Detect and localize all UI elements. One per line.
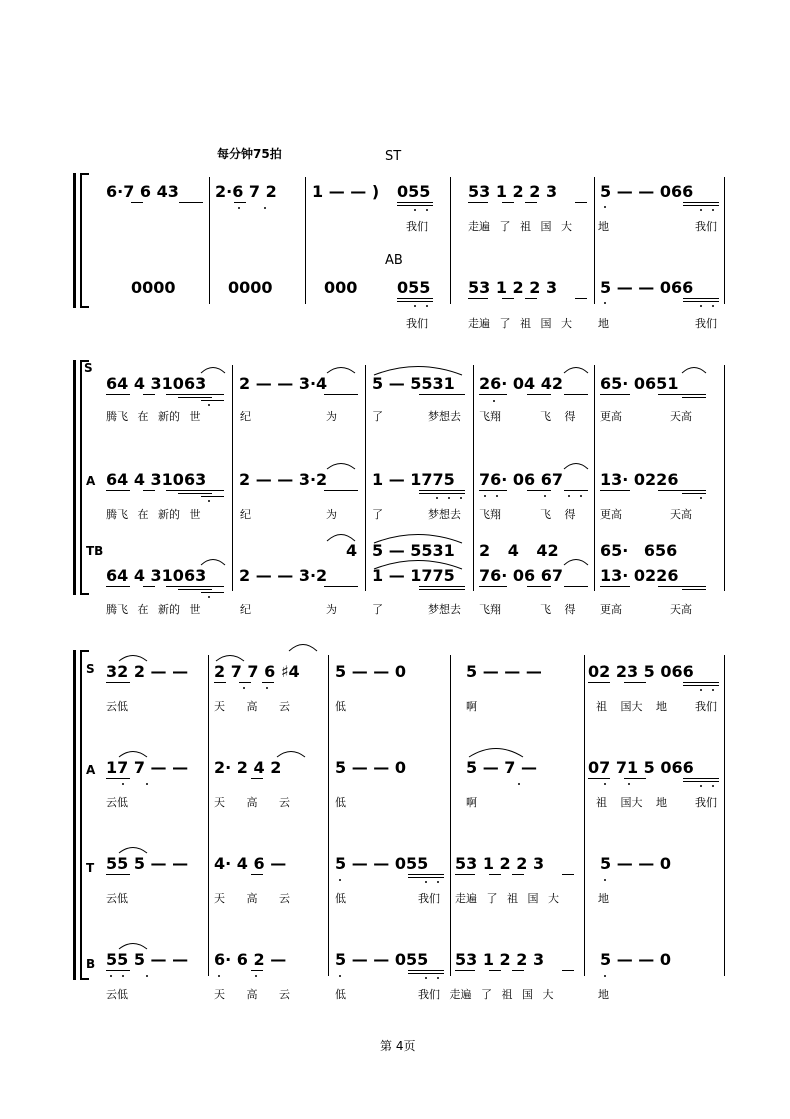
lyric: 为 [326, 410, 337, 423]
lyric: 走遍 了 祖 国 大 [455, 892, 559, 905]
measure: 5 — 7 — [466, 758, 537, 777]
lyric: 更高 [600, 410, 622, 423]
lyric: 啊 [466, 700, 477, 713]
barline [365, 365, 366, 591]
low-octave-dot [700, 209, 702, 211]
measure: 13· 0226 [600, 566, 679, 585]
lyric: 天 高 云 [214, 796, 290, 809]
underline [143, 586, 155, 587]
lyric: 地 [598, 988, 609, 1001]
low-octave-dot [604, 879, 606, 881]
low-octave-dot [604, 975, 606, 977]
measure: 4· 4 6 — [214, 854, 287, 873]
lyric: 祖 国大 地 [596, 700, 667, 713]
measure: 5 — — 066 [600, 278, 694, 297]
part-label: TB [86, 544, 104, 558]
underline [166, 394, 224, 395]
barline [232, 365, 233, 591]
lyric: 纪 [240, 603, 251, 616]
measure: 5 — — 0 [335, 662, 406, 681]
measure: 76· 06 67 [479, 470, 564, 489]
underline [166, 490, 224, 491]
lyric: 更高 [600, 508, 622, 521]
underline [479, 490, 507, 491]
part-label: S [86, 662, 95, 676]
slur [276, 748, 306, 758]
lyric: 云低 [106, 988, 128, 1001]
underline [201, 496, 224, 497]
slur [373, 556, 463, 570]
underline [658, 490, 706, 491]
underline [143, 490, 155, 491]
low-octave-dot [255, 975, 257, 977]
low-octave-dot [425, 881, 427, 883]
part-label: T [86, 861, 95, 875]
low-octave-dot [700, 689, 702, 691]
slur [200, 556, 226, 566]
measure: 17 7 — — [106, 758, 189, 777]
underline [624, 682, 646, 683]
underline [683, 781, 719, 782]
underline [455, 970, 475, 971]
slur [681, 364, 707, 374]
system-bracket-bar [73, 360, 76, 595]
underline [512, 970, 524, 971]
slur [118, 844, 148, 854]
lyric: 飞 得 [540, 603, 576, 616]
low-octave-dot [568, 495, 570, 497]
low-octave-dot [484, 495, 486, 497]
underline [324, 490, 358, 491]
measure: 5 — — 066 [600, 182, 694, 201]
underline [683, 301, 719, 302]
measure: 64 4 31063 [106, 566, 207, 585]
lyric: 天 高 云 [214, 892, 290, 905]
lyric: 了 [372, 603, 383, 616]
low-octave-dot [604, 302, 606, 304]
underline [525, 202, 537, 203]
low-octave-dot [339, 975, 341, 977]
underline [419, 589, 465, 590]
slur [563, 460, 589, 470]
slur [215, 652, 245, 662]
low-octave-dot [426, 305, 428, 307]
lyric: 我们 [418, 892, 440, 905]
lyric: 飞 得 [540, 508, 576, 521]
underline [525, 298, 537, 299]
lyric: 地 [598, 317, 609, 330]
measure: 6·7 6 43 [106, 182, 179, 201]
low-octave-dot [122, 783, 124, 785]
upper-voice-measure: 2 4 42 [479, 541, 559, 560]
measure: 6· 6 2 — [214, 950, 287, 969]
underline [600, 586, 630, 587]
slur [288, 640, 318, 652]
underline [106, 778, 130, 779]
low-octave-dot [448, 497, 450, 499]
underline [489, 970, 501, 971]
underline [201, 592, 224, 593]
underline [408, 877, 444, 878]
measure: 2 — — 3·2 [239, 566, 328, 585]
lyric: 祖 国大 地 [596, 796, 667, 809]
lyric: 低 [335, 892, 346, 905]
measure: 64 4 31063 [106, 470, 207, 489]
lyric: 腾飞 在 新的 世 [106, 410, 201, 423]
slur [468, 744, 524, 758]
underline [455, 874, 475, 875]
lyric: 了 [372, 410, 383, 423]
slur [563, 364, 589, 374]
measure: 0000 [228, 278, 273, 297]
low-octave-dot [414, 209, 416, 211]
barline [724, 655, 725, 976]
low-octave-dot [518, 783, 520, 785]
slur [373, 530, 463, 544]
measure: 5 — — 0 [600, 854, 671, 873]
lyric: 天 高 云 [214, 988, 290, 1001]
low-octave-dot [146, 783, 148, 785]
lyric: 腾飞 在 新的 世 [106, 603, 201, 616]
measure: 65· 0651 [600, 374, 679, 393]
low-octave-dot [437, 977, 439, 979]
barline [724, 177, 725, 304]
page-number: 第 4页 [380, 1039, 416, 1053]
low-octave-dot [604, 783, 606, 785]
underline [178, 589, 212, 590]
lyric: 腾飞 在 新的 世 [106, 508, 201, 521]
low-octave-dot [712, 689, 714, 691]
low-octave-dot [712, 305, 714, 307]
underline [512, 874, 524, 875]
lyric: 走遍 了 祖 国 大 [468, 317, 572, 330]
measure: 5 — — 055 [335, 950, 429, 969]
underline [683, 685, 719, 686]
underline [214, 682, 226, 683]
tempo-marking: 每分钟75拍 [217, 147, 282, 161]
underline [658, 586, 706, 587]
part-label: A [86, 763, 96, 777]
underline [468, 202, 488, 203]
underline [251, 874, 263, 875]
low-octave-dot [414, 305, 416, 307]
lyric: 飞翔 [479, 410, 501, 423]
lyric: 低 [335, 796, 346, 809]
underline [564, 394, 588, 395]
measure: 2·6 7 2 [215, 182, 277, 201]
low-octave-dot [700, 305, 702, 307]
measure: 53 1 2 2 3 [468, 182, 558, 201]
low-octave-dot [110, 975, 112, 977]
low-octave-dot [628, 783, 630, 785]
lyric: 梦想去 [428, 508, 461, 521]
barline [450, 177, 451, 304]
slur [326, 364, 356, 374]
underline [251, 778, 263, 779]
lyric: 梦想去 [428, 410, 461, 423]
underline [408, 973, 444, 974]
system-bracket-bar [73, 650, 76, 980]
lyric: 更高 [600, 603, 622, 616]
measure: 53 1 2 2 3 [455, 854, 545, 873]
underline [588, 778, 610, 779]
barline [305, 177, 306, 304]
upper-voice-measure: 4 [346, 541, 358, 560]
underline [658, 394, 706, 395]
underline [106, 490, 130, 491]
measure: 32 2 — — [106, 662, 189, 681]
upper-voice-measure: 65· 656 [600, 541, 678, 560]
lyric: 云低 [106, 796, 128, 809]
part-label-st: ST [385, 149, 402, 164]
slur [373, 362, 463, 376]
lyric: 地 [598, 220, 609, 233]
underline [324, 394, 358, 395]
low-octave-dot [426, 209, 428, 211]
low-octave-dot [146, 975, 148, 977]
lyric: 我们 [695, 220, 717, 233]
underline [479, 586, 507, 587]
underline [419, 394, 465, 395]
underline [588, 682, 610, 683]
underline [166, 586, 224, 587]
underline [562, 874, 574, 875]
measure: 26· 04 42 [479, 374, 564, 393]
underline [683, 778, 719, 779]
low-octave-dot [700, 785, 702, 787]
lyric: 我们 [406, 317, 428, 330]
lyric: 天高 [670, 410, 692, 423]
measure: 07 71 5 066 [588, 758, 694, 777]
underline [178, 397, 212, 398]
lyric: 飞 得 [540, 410, 576, 423]
underline [527, 394, 551, 395]
low-octave-dot [264, 207, 266, 209]
barline [594, 177, 595, 304]
low-octave-dot [496, 495, 498, 497]
underline [419, 490, 465, 491]
measure: 055 [397, 182, 431, 201]
measure: 2· 2 4 2 [214, 758, 282, 777]
underline [179, 202, 203, 203]
lyric: 我们 [695, 700, 717, 713]
system-bracket-bar [73, 173, 76, 308]
lyric: 云低 [106, 700, 128, 713]
barline [450, 655, 451, 976]
underline [178, 493, 212, 494]
underline [682, 397, 706, 398]
lyric: 走遍 了 祖 国 大 [468, 220, 572, 233]
measure: 055 [397, 278, 431, 297]
lyric: 我们 走遍 了 祖 国 大 [418, 988, 554, 1001]
low-octave-dot [544, 495, 546, 497]
underline [562, 970, 574, 971]
lyric: 云低 [106, 892, 128, 905]
slur [563, 556, 589, 566]
underline [262, 682, 274, 683]
low-octave-dot [218, 975, 220, 977]
slur [200, 364, 226, 374]
underline [397, 301, 433, 302]
measure: 53 1 2 2 3 [468, 278, 558, 297]
lyric: 低 [335, 700, 346, 713]
low-octave-dot [238, 207, 240, 209]
barline [209, 177, 210, 304]
underline [106, 682, 130, 683]
part-label: S [84, 361, 93, 375]
low-octave-dot [339, 879, 341, 881]
underline [479, 394, 507, 395]
part-label: B [86, 957, 96, 971]
underline [106, 586, 130, 587]
slur [118, 940, 148, 950]
low-octave-dot [208, 596, 210, 598]
underline [683, 205, 719, 206]
slur [326, 530, 356, 542]
lyric: 梦想去 [428, 603, 461, 616]
underline [419, 586, 465, 587]
low-octave-dot [700, 497, 702, 499]
lyric: 啊 [466, 796, 477, 809]
barline [584, 655, 585, 976]
underline [397, 298, 433, 299]
low-octave-dot [266, 687, 268, 689]
measure: 5 — 5531 [372, 374, 455, 393]
low-octave-dot [712, 209, 714, 211]
low-octave-dot [436, 497, 438, 499]
slur [326, 460, 356, 470]
low-octave-dot [604, 206, 606, 208]
system-bracket [80, 650, 89, 980]
low-octave-dot [460, 497, 462, 499]
slur [118, 748, 148, 758]
lyric: 了 [372, 508, 383, 521]
underline [502, 202, 514, 203]
lyric: 地 [598, 892, 609, 905]
measure: 55 5 — — [106, 950, 189, 969]
upper-voice-measure: 5 — 5531 [372, 541, 455, 560]
underline [106, 394, 130, 395]
system-bracket [80, 173, 89, 308]
barline [328, 655, 329, 976]
underline [682, 493, 706, 494]
underline [683, 298, 719, 299]
measure: 64 4 31063 [106, 374, 207, 393]
lyric: 我们 [695, 317, 717, 330]
underline [131, 202, 143, 203]
barline [208, 655, 209, 976]
measure: 76· 06 67 [479, 566, 564, 585]
low-octave-dot [243, 687, 245, 689]
measure: 1 — 1775 [372, 566, 455, 585]
lyric: 飞翔 [479, 603, 501, 616]
part-label: A [86, 474, 96, 488]
measure: 5 — — 0 [335, 758, 406, 777]
low-octave-dot [208, 500, 210, 502]
low-octave-dot [122, 975, 124, 977]
underline [527, 586, 551, 587]
barline [594, 365, 595, 591]
lyric: 天高 [670, 508, 692, 521]
lyric: 我们 [406, 220, 428, 233]
underline [468, 298, 488, 299]
lyric: 为 [326, 603, 337, 616]
underline [251, 970, 263, 971]
lyric: 低 [335, 988, 346, 1001]
low-octave-dot [437, 881, 439, 883]
low-octave-dot [425, 977, 427, 979]
lyric: 飞翔 [479, 508, 501, 521]
underline [600, 490, 630, 491]
measure: 53 1 2 2 3 [455, 950, 545, 969]
barline [473, 365, 474, 591]
low-octave-dot [208, 404, 210, 406]
low-octave-dot [580, 495, 582, 497]
underline [527, 490, 551, 491]
low-octave-dot [493, 400, 495, 402]
measure: 5 — — — [466, 662, 542, 681]
underline [106, 970, 130, 971]
underline [397, 205, 433, 206]
underline [682, 589, 706, 590]
barline [724, 365, 725, 591]
slur [118, 652, 148, 662]
underline [397, 202, 433, 203]
part-label-ab: AB [385, 253, 403, 268]
underline [201, 400, 224, 401]
underline [502, 298, 514, 299]
underline [106, 874, 130, 875]
underline [143, 394, 155, 395]
measure: 2 7 7 6 ♯4 [214, 662, 300, 681]
measure: 1 — 1775 [372, 470, 455, 489]
underline [489, 874, 501, 875]
underline [564, 586, 588, 587]
measure: 55 5 — — [106, 854, 189, 873]
measure: 1 — — ) [312, 182, 380, 201]
measure: 2 — — 3·2 [239, 470, 328, 489]
measure: 13· 0226 [600, 470, 679, 489]
underline [624, 778, 646, 779]
measure: 5 — — 055 [335, 854, 429, 873]
measure: 02 23 5 066 [588, 662, 694, 681]
underline [683, 682, 719, 683]
underline [683, 202, 719, 203]
lyric: 天 高 云 [214, 700, 290, 713]
underline [239, 682, 251, 683]
lyric: 我们 [695, 796, 717, 809]
measure: 0000 [131, 278, 176, 297]
underline [575, 298, 587, 299]
lyric: 天高 [670, 603, 692, 616]
measure: 000 [324, 278, 358, 297]
underline [575, 202, 587, 203]
underline [600, 394, 630, 395]
measure: 2 — — 3·4 [239, 374, 328, 393]
measure: 5 — — 0 [600, 950, 671, 969]
lyric: 纪 [240, 410, 251, 423]
underline [324, 586, 358, 587]
underline [234, 202, 246, 203]
lyric: 为 [326, 508, 337, 521]
underline [408, 874, 444, 875]
underline [408, 970, 444, 971]
underline [419, 493, 465, 494]
underline [564, 490, 588, 491]
low-octave-dot [712, 785, 714, 787]
lyric: 纪 [240, 508, 251, 521]
